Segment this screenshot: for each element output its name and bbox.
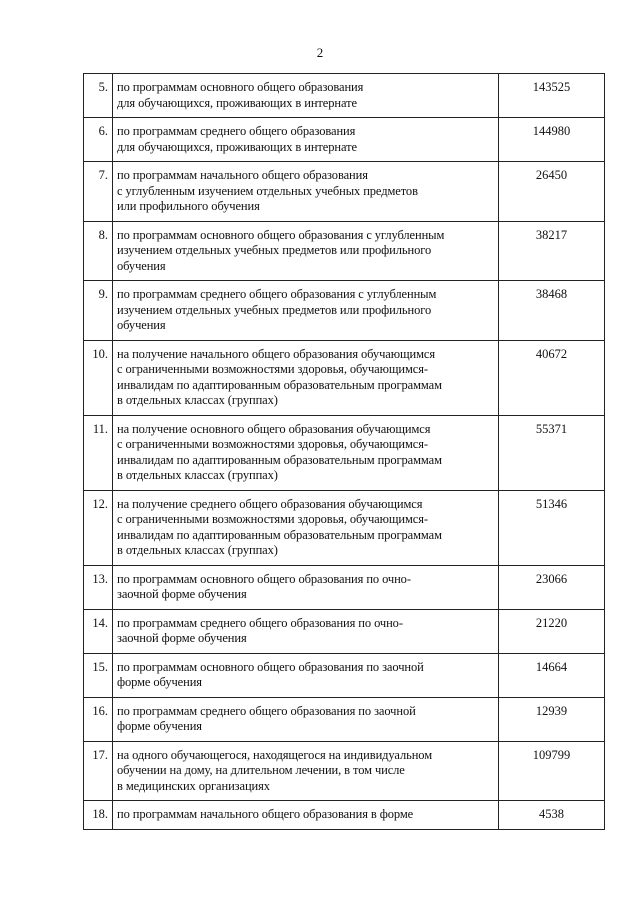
row-description: на получение начального общего образования обучающимся с ограниченными возможностями здоровья, обучающимся- инвалидам по адаптированным образовательным программам в отдельных классах (группах) bbox=[113, 340, 499, 415]
row-value: 38217 bbox=[499, 221, 605, 281]
row-description: по программам основного общего образования по заочной форме обучения bbox=[113, 653, 499, 697]
row-value: 12939 bbox=[499, 697, 605, 741]
row-description: по программам основного общего образования для обучающихся, проживающих в интернате bbox=[113, 74, 499, 118]
row-number: 7. bbox=[84, 162, 113, 222]
table-row bbox=[84, 415, 605, 490]
row-number: 10. bbox=[84, 340, 113, 415]
row-number: 15. bbox=[84, 653, 113, 697]
table-row bbox=[84, 490, 605, 565]
row-number: 18. bbox=[84, 801, 113, 830]
row-value: 40672 bbox=[499, 340, 605, 415]
row-number: 5. bbox=[84, 74, 113, 118]
norms-table-body bbox=[84, 74, 605, 830]
row-description: на получение основного общего образования обучающимся с ограниченными возможностями здоровья, обучающимся- инвалидам по адаптированным образовательным программам в отдельных классах (группах) bbox=[113, 415, 499, 490]
row-description: на одного обучающегося, находящегося на индивидуальном обучении на дому, на длительном лечении, в том числе в медицинских организациях bbox=[113, 741, 499, 801]
row-number: 6. bbox=[84, 118, 113, 162]
row-value: 14664 bbox=[499, 653, 605, 697]
row-description: по программам основного общего образования с углубленным изучением отдельных учебных предметов или профильного обучения bbox=[113, 221, 499, 281]
row-number: 11. bbox=[84, 415, 113, 490]
row-description: по программам среднего общего образования по очно- заочной форме обучения bbox=[113, 609, 499, 653]
table-row bbox=[84, 162, 605, 222]
row-description: по программам среднего общего образования по заочной форме обучения bbox=[113, 697, 499, 741]
row-number: 16. bbox=[84, 697, 113, 741]
table-row bbox=[84, 74, 605, 118]
row-value: 38468 bbox=[499, 281, 605, 341]
row-description: на получение среднего общего образования обучающимся с ограниченными возможностями здоровья, обучающимся- инвалидам по адаптированным образовательным программам в отдельных классах (группах) bbox=[113, 490, 499, 565]
table-row bbox=[84, 653, 605, 697]
table-row bbox=[84, 340, 605, 415]
row-number: 17. bbox=[84, 741, 113, 801]
norms-table bbox=[83, 73, 605, 830]
row-description: по программам среднего общего образования для обучающихся, проживающих в интернате bbox=[113, 118, 499, 162]
row-description: по программам начального общего образования с углубленным изучением отдельных учебных предметов или профильного обучения bbox=[113, 162, 499, 222]
row-number: 12. bbox=[84, 490, 113, 565]
row-value: 144980 bbox=[499, 118, 605, 162]
row-value: 21220 bbox=[499, 609, 605, 653]
table-row bbox=[84, 221, 605, 281]
row-value: 23066 bbox=[499, 565, 605, 609]
row-value: 109799 bbox=[499, 741, 605, 801]
table-row bbox=[84, 697, 605, 741]
row-number: 14. bbox=[84, 609, 113, 653]
row-number: 9. bbox=[84, 281, 113, 341]
row-value: 26450 bbox=[499, 162, 605, 222]
row-value: 55371 bbox=[499, 415, 605, 490]
table-row bbox=[84, 801, 605, 830]
row-number: 8. bbox=[84, 221, 113, 281]
table-row bbox=[84, 741, 605, 801]
row-value: 4538 bbox=[499, 801, 605, 830]
table-row bbox=[84, 281, 605, 341]
row-description: по программам основного общего образования по очно- заочной форме обучения bbox=[113, 565, 499, 609]
row-description: по программам среднего общего образования с углубленным изучением отдельных учебных предметов или профильного обучения bbox=[113, 281, 499, 341]
table-row bbox=[84, 565, 605, 609]
row-value: 51346 bbox=[499, 490, 605, 565]
row-value: 143525 bbox=[499, 74, 605, 118]
table-row bbox=[84, 609, 605, 653]
page-number: 2 bbox=[316, 45, 324, 60]
row-number: 13. bbox=[84, 565, 113, 609]
table-row bbox=[84, 118, 605, 162]
row-description: по программам начального общего образования в форме bbox=[113, 801, 499, 830]
